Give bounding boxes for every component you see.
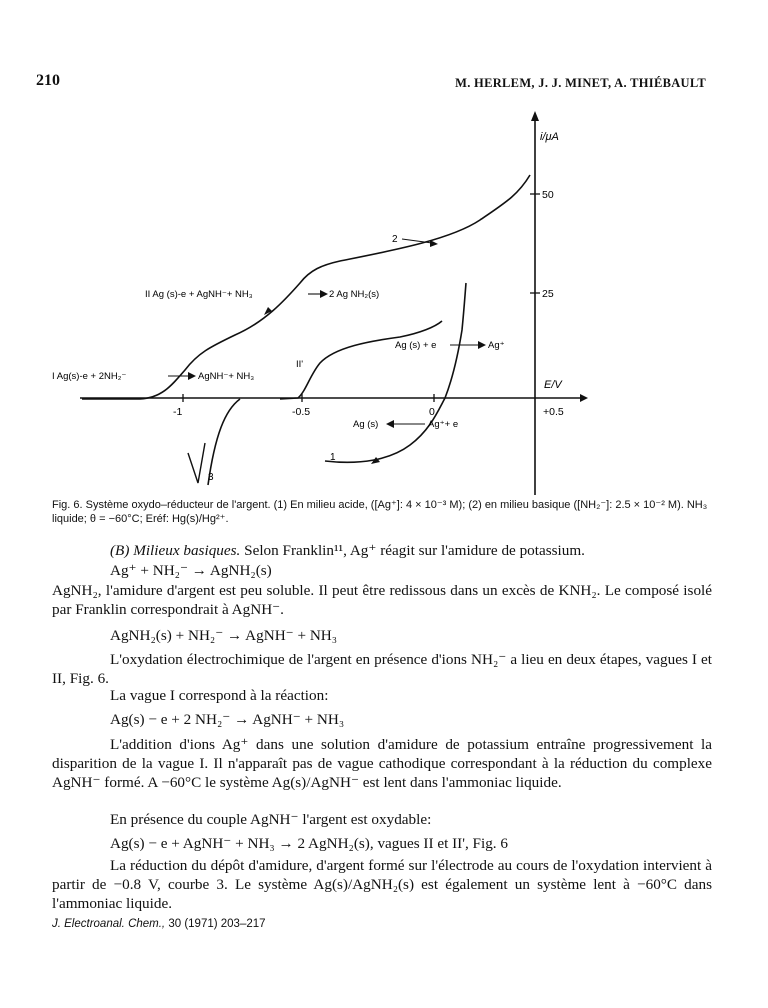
x-tick-label: -0.5 [292, 406, 311, 418]
equation-1: Ag⁺ + NH₂⁻ → AgNH₂(s) [110, 562, 272, 579]
wave-I-label: I Ag(s)-e + 2NH₂⁻ [52, 371, 127, 382]
paragraph-4: L'addition d'ions Ag⁺ dans une solution d'amidure de potassium entraîne progressivement la disparition de la vague I. Il n'apparaît pas de vague cathodique correspondant à la réduction du complexe AgNH⁻ formé. A −60°C le système Ag(s)/AgNH⁻ est lent dans l'ammoniac liquide. [52, 736, 712, 791]
journal-name: J. Electroanal. Chem., [52, 918, 166, 930]
paragraph-5: En présence du couple AgNH⁻ l'argent est oxydable: [110, 811, 432, 828]
y-axis-label: i/μA [540, 131, 559, 143]
x-axis-arrow [580, 394, 588, 402]
paragraph-3: La vague I correspond à la réaction: [110, 687, 329, 704]
paragraph-2: L'oxydation électrochimique de l'argent en présence d'ions NH₂⁻ a lieu en deux étapes, vagues I et II, Fig. 6. [52, 651, 712, 687]
paragraph-6: La réduction du dépôt d'amidure, d'argent formé sur l'électrode au cours de l'oxydation intervient à partir de −0.8 V, courbe 3. Le système Ag(s)/AgNH₂(s) est également un système lent à −60°C dans l'ammoniac liquide. [52, 857, 712, 912]
wave-II-label: II Ag (s)-e + AgNH⁻+ NH₃ [145, 289, 253, 300]
wave-II-product: 2 Ag NH₂(s) [329, 289, 380, 300]
figure-caption: Fig. 6. Système oxydo–réducteur de l'argent. (1) En milieu acide, ([Ag⁺]: 4 × 10⁻³ M); (2) en milieu basique ([NH₂⁻]: 2.5 × 10⁻² M). NH₃ liquide; θ = −60°C; Eréf: Hg(s)/Hg²⁺. [52, 499, 708, 525]
x-tick-label: +0.5 [543, 406, 564, 418]
y-tick-label: 25 [542, 288, 554, 300]
curve-1 [325, 283, 466, 462]
y-axis-arrow [531, 111, 539, 121]
figure-voltammogram [40, 105, 600, 495]
red-acid-product: Ag⁺+ e [428, 419, 459, 430]
red-acid-label: Ag (s) [353, 419, 379, 430]
ox-acid-label: Ag (s) + e [395, 340, 437, 351]
section-heading: (B) Milieux basiques. [110, 542, 241, 559]
curve-2 [82, 175, 530, 399]
equation-3: Ag(s) − e + 2 NH₂⁻ → AgNH⁻ + NH₃ [110, 711, 345, 728]
paragraph-1: AgNH₂, l'amidure d'argent est peu soluble. Il peut être redissous dans un excès de KNH₂. Le composé isolé par Franklin correspondrait à AgNH⁻. [52, 582, 712, 618]
curve-II-prime [280, 321, 442, 399]
x-tick-label: 0 [429, 406, 435, 418]
curve-3-label: 3 [208, 472, 214, 483]
journal-citation: 30 (1971) 203–217 [168, 918, 266, 930]
curve-2-label: 2 [392, 234, 398, 245]
y-tick-label: 50 [542, 189, 554, 201]
journal-footer [52, 918, 266, 930]
equation-2: AgNH₂(s) + NH₂⁻ → AgNH⁻ + NH₃ [110, 627, 338, 644]
running-head-authors: M. HERLEM, J. J. MINET, A. THIÉBAULT [455, 76, 706, 90]
equation-4: Ag(s) − e + AgNH⁻ + NH₃ → 2 AgNH₂(s), vagues II et II', Fig. 6 [110, 835, 508, 852]
section-text: Selon Franklin¹¹, Ag⁺ réagit sur l'amidure de potassium. [244, 542, 585, 559]
x-tick-label: -1 [173, 406, 183, 418]
wave-II-prime-label: II' [296, 359, 304, 370]
ox-acid-product: Ag⁺ [488, 340, 505, 351]
curve-1-label: 1 [330, 452, 336, 463]
wave-I-product: AgNH⁻+ NH₃ [198, 371, 255, 382]
x-axis-label: E/V [544, 379, 562, 391]
section-intro [110, 541, 585, 560]
page-number: 210 [36, 72, 60, 89]
